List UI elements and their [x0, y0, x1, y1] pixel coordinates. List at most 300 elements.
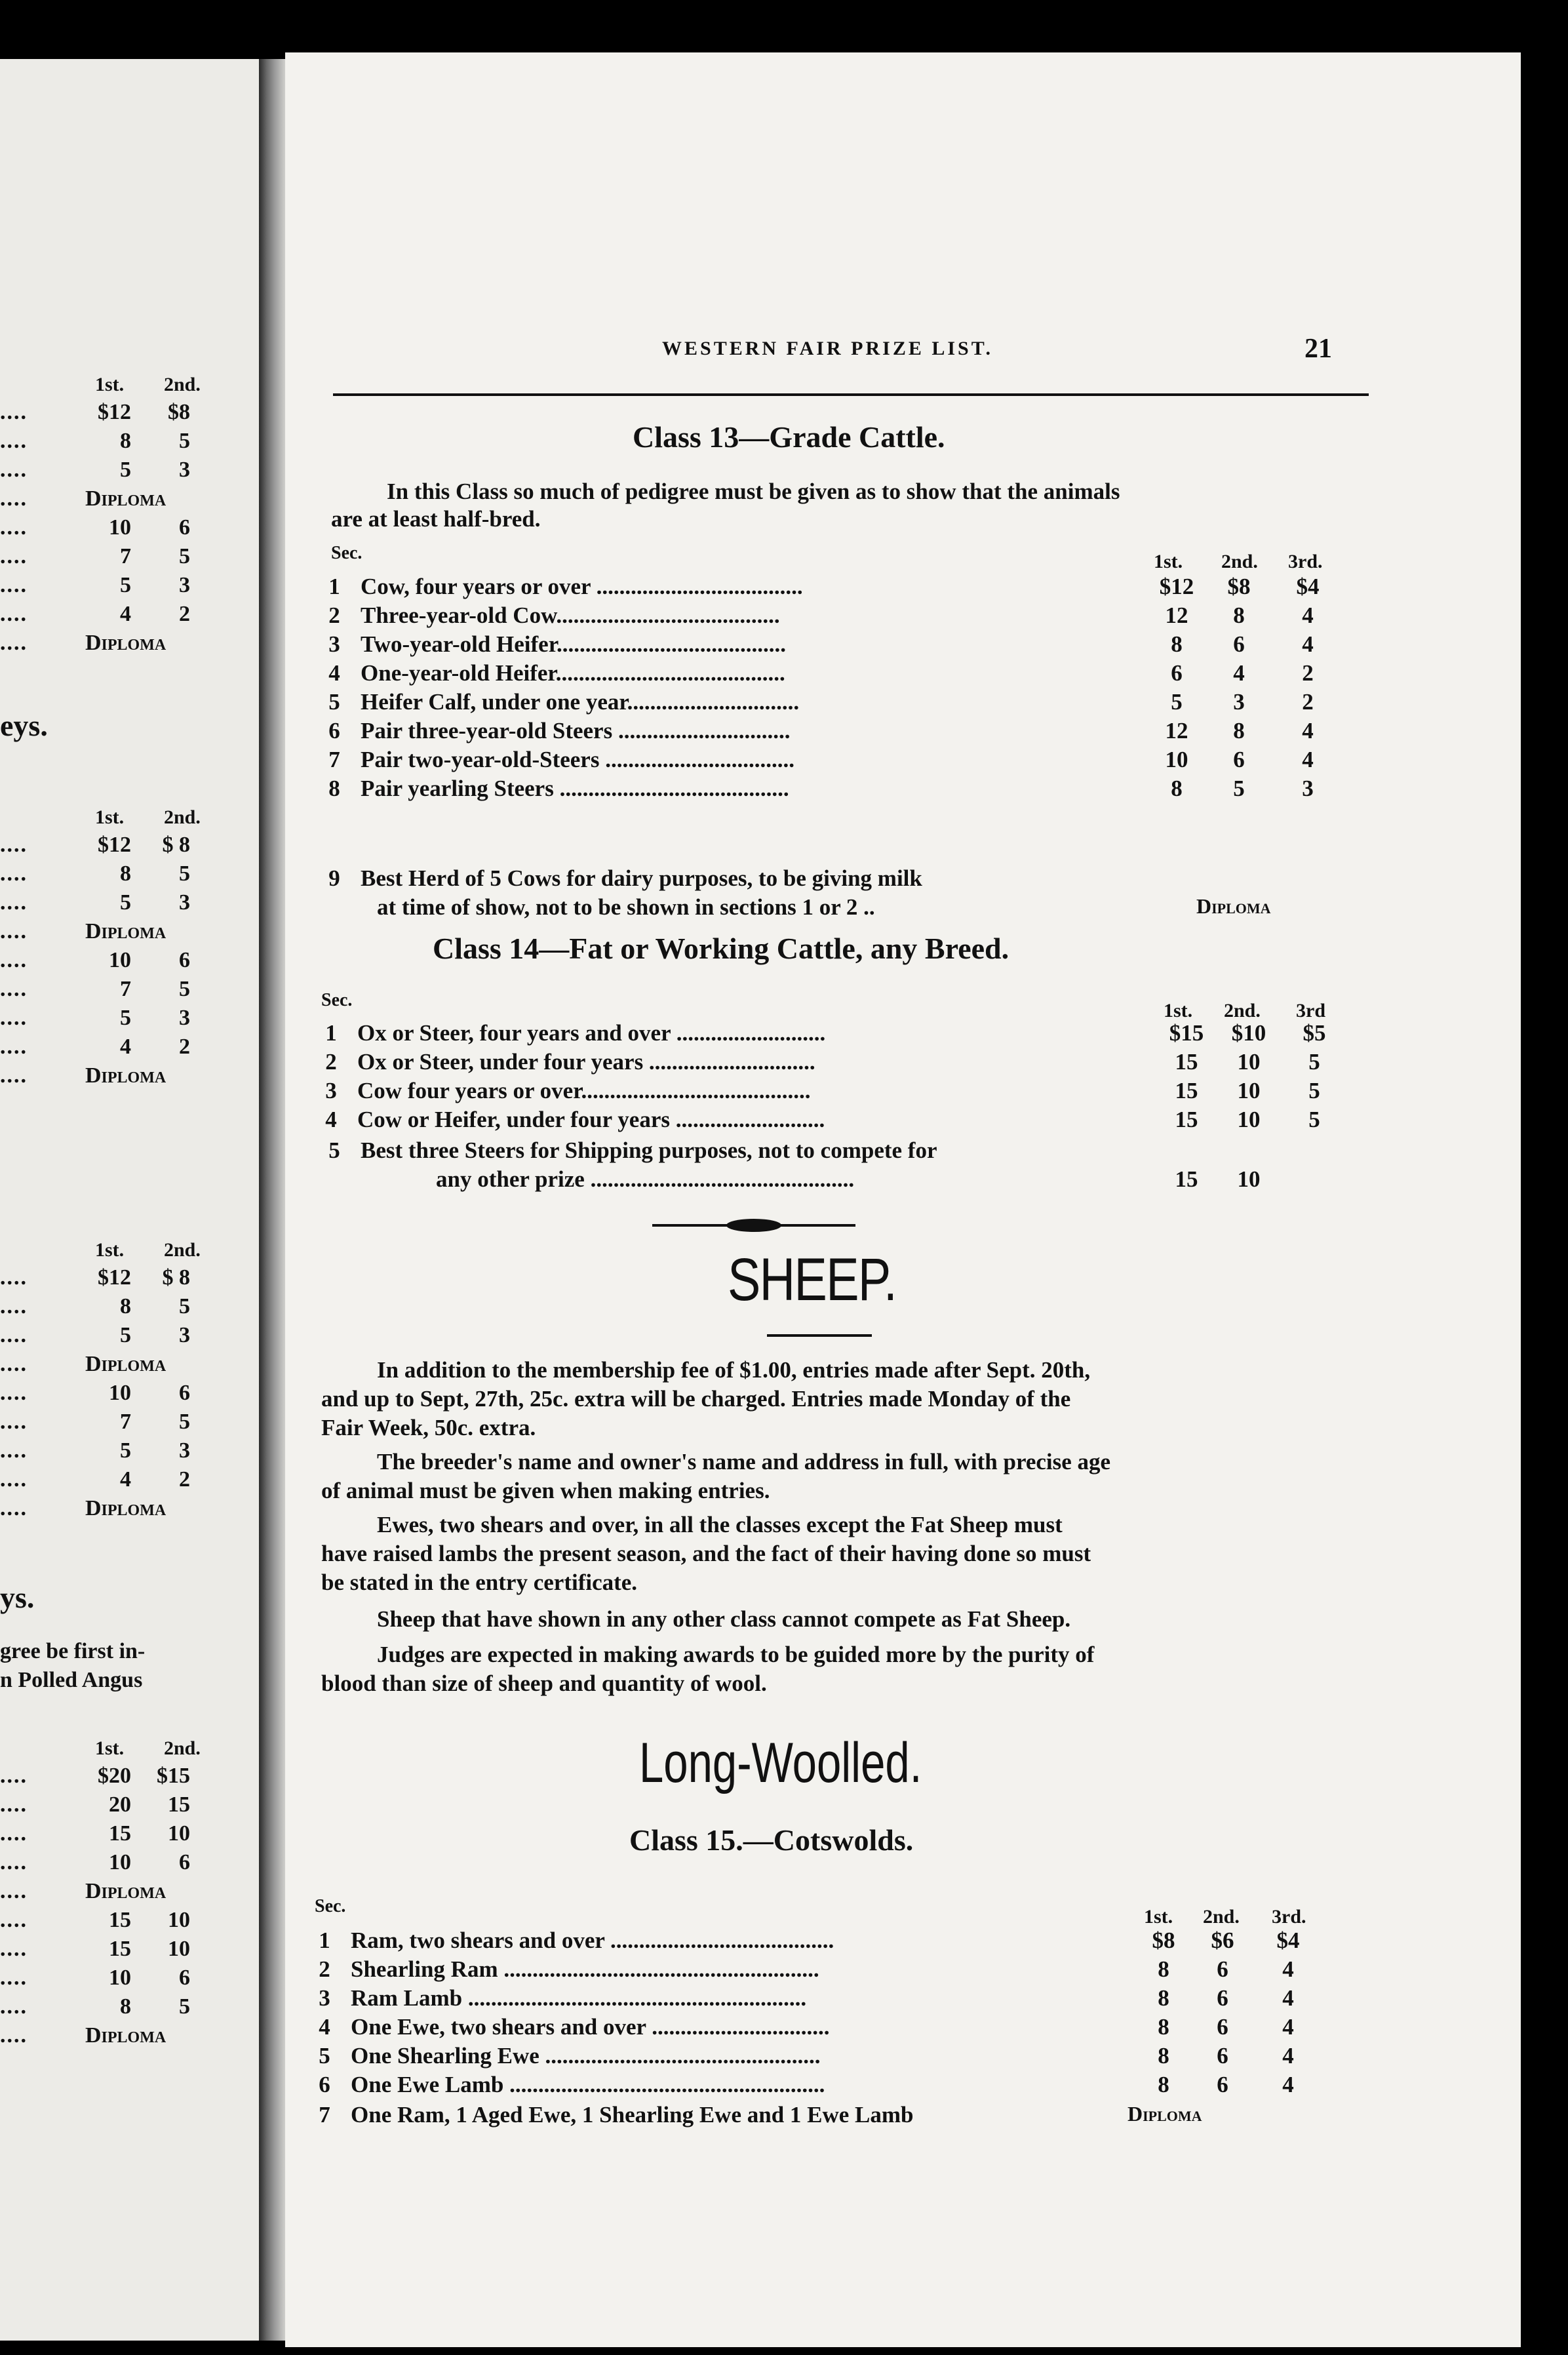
left-row-leader: .... — [0, 631, 28, 655]
class15-row-prize-2: 6 — [1217, 2072, 1228, 2097]
class15-row-number: 6 — [319, 2072, 330, 2097]
class13-row9-line1: Best Herd of 5 Cows for dairy purposes, to be giving milk — [361, 865, 922, 891]
class15-row-prize-3: 4 — [1282, 2014, 1294, 2040]
class13-row-prize-2: 5 — [1233, 776, 1245, 801]
left-block2-row — [0, 948, 229, 977]
class13-row-prize-2: 8 — [1233, 718, 1245, 743]
class13-row-text: Three-year-old Cow....................................... — [361, 603, 780, 628]
left-block4-row — [0, 2023, 229, 2052]
left-row-1st: 7 — [120, 1410, 131, 1434]
left-block1-col-1st: 1st. — [95, 374, 125, 395]
class13-row-prize-1: $12 — [1159, 574, 1194, 599]
class14-title: Class 14—Fat or Working Cattle, any Breed. — [433, 932, 1009, 965]
left-block4-col-2nd: 2nd. — [164, 1737, 201, 1759]
class14-row — [321, 1049, 1363, 1078]
class15-col-2nd: 2nd. — [1203, 1906, 1240, 1928]
class14-row-text: Cow four years or over........................................ — [357, 1078, 811, 1103]
running-header: WESTERN FAIR PRIZE LIST. — [662, 338, 993, 359]
left-block3-row — [0, 1352, 229, 1381]
left-row-2nd: 5 — [179, 1994, 190, 2019]
class13-row-prize-1: 12 — [1165, 718, 1188, 743]
left-block4-row — [0, 1792, 229, 1821]
left-row-2nd: 6 — [179, 948, 190, 972]
class15-row-prize-2: 6 — [1217, 1956, 1228, 1982]
class13-row-prize-2: 8 — [1233, 603, 1245, 628]
left-row-2nd: 6 — [179, 515, 190, 540]
class15-row7-number: 7 — [319, 2102, 330, 2127]
left-row-2nd: 6 — [179, 1966, 190, 1990]
left-row-leader: .... — [0, 861, 28, 886]
left-block1-row — [0, 544, 229, 573]
left-row-2nd: $8 — [168, 400, 190, 424]
class13-row-prize-2: 3 — [1233, 689, 1245, 715]
class15-row-number: 2 — [319, 1956, 330, 1982]
left-row-leader: .... — [0, 573, 28, 597]
left-row-1st: 15 — [109, 1821, 131, 1846]
left-block3-row — [0, 1323, 229, 1352]
left-row-leader: .... — [0, 1908, 28, 1932]
left-row-1st: $12 — [98, 400, 131, 424]
class15-row — [315, 2014, 1357, 2043]
class15-row-prize-2: $6 — [1211, 1928, 1234, 1953]
left-row-2nd: 10 — [168, 1937, 190, 1961]
class15-row-number: 5 — [319, 2043, 330, 2068]
left-row-leader: .... — [0, 1438, 28, 1463]
class14-sec-label: Sec. — [321, 990, 353, 1010]
left-row-leader: .... — [0, 1410, 28, 1434]
class15-row-prize-1: $8 — [1152, 1928, 1175, 1953]
left-row-1st: $20 — [98, 1764, 131, 1788]
left-row-2nd: $ 8 — [162, 833, 190, 857]
left-row-2nd: 3 — [179, 1006, 190, 1030]
left-row-1st: 8 — [120, 1294, 131, 1318]
class13-row-prize-3: 4 — [1302, 718, 1314, 743]
class15-col-3rd: 3rd. — [1272, 1906, 1306, 1928]
left-row-1st: 10 — [109, 948, 131, 972]
left-row-2nd: 5 — [179, 429, 190, 453]
left-row-1st: 5 — [120, 458, 131, 482]
left-row-2nd: $ 8 — [162, 1265, 190, 1290]
class15-row-prize-1: 8 — [1158, 2014, 1169, 2040]
left-row-leader: .... — [0, 977, 28, 1001]
class14-col-3rd: 3rd — [1296, 1000, 1325, 1021]
class13-row-prize-3: 4 — [1302, 747, 1314, 772]
class13-row-prize-1: 8 — [1171, 776, 1183, 801]
class13-col-3rd: 3rd. — [1288, 551, 1323, 572]
class14-row-prize-1: $15 — [1169, 1020, 1204, 1046]
class13-row9-line2: at time of show, not to be shown in sections 1 or 2 .. — [377, 894, 875, 920]
left-row-leader: .... — [0, 1937, 28, 1961]
left-row-2nd: 10 — [168, 1908, 190, 1932]
class14-row-prize-2: 10 — [1237, 1049, 1261, 1075]
sheep-p3-line2: have raised lambs the present season, and the fact of their having done so must — [321, 1541, 1091, 1566]
class13-row — [324, 718, 1367, 747]
class13-title: Class 13—Grade Cattle. — [633, 420, 945, 454]
class15-row-text: Ram Lamb ........................................................... — [351, 1985, 807, 2011]
class13-row-prize-1: 12 — [1165, 603, 1188, 628]
left-row-2nd: 5 — [179, 544, 190, 568]
left-block1-row — [0, 458, 229, 486]
left-row-diploma: Diploma — [85, 1496, 167, 1520]
class15-row-prize-2: 6 — [1217, 2014, 1228, 2040]
left-block1-row — [0, 631, 229, 660]
left-row-leader: .... — [0, 890, 28, 915]
left-row-1st: 10 — [109, 1966, 131, 1990]
left-row-1st: 5 — [120, 1006, 131, 1030]
left-row-diploma: Diploma — [85, 1879, 167, 1903]
left-block2-col-2nd: 2nd. — [164, 806, 201, 828]
class14-row-prize-3: 5 — [1308, 1107, 1320, 1132]
left-row-diploma: Diploma — [85, 1063, 167, 1088]
left-title-4: ys. — [0, 1581, 35, 1614]
class14-row-prize-3: 5 — [1308, 1078, 1320, 1103]
sheep-p1-line3: Fair Week, 50c. extra. — [321, 1415, 536, 1440]
class14-row-prize-1: 15 — [1175, 1107, 1198, 1132]
class13-row-number: 4 — [328, 660, 340, 686]
class13-intro-line1: In this Class so much of pedigree must be given as to show that the animals — [387, 479, 1120, 504]
class15-row-number: 1 — [319, 1928, 330, 1953]
left-row-leader: .... — [0, 1381, 28, 1405]
class13-row-prize-2: 6 — [1233, 631, 1245, 657]
class13-row-number: 7 — [328, 747, 340, 772]
left-row-1st: 10 — [109, 1850, 131, 1874]
class13-intro-line2: are at least half-bred. — [331, 506, 541, 532]
left-block3-row — [0, 1410, 229, 1438]
left-block2-row — [0, 1035, 229, 1063]
left-row-2nd: 15 — [168, 1792, 190, 1817]
left-row-2nd: 6 — [179, 1381, 190, 1405]
left-row-1st: 7 — [120, 977, 131, 1001]
left-block1-row — [0, 515, 229, 544]
class15-row-prize-3: 4 — [1282, 1985, 1294, 2011]
left-row-2nd: 2 — [179, 1467, 190, 1492]
left-row-leader: .... — [0, 919, 28, 943]
long-woolled-title: Long-Woolled. — [639, 1732, 922, 1794]
class13-row-text: Heifer Calf, under one year.............................. — [361, 689, 800, 715]
class13-row-prize-1: 5 — [1171, 689, 1183, 715]
left-row-leader: .... — [0, 1294, 28, 1318]
left-row-leader: .... — [0, 544, 28, 568]
class13-sec-label: Sec. — [331, 543, 363, 563]
class15-row-prize-3: 4 — [1282, 2043, 1294, 2068]
class15-row-prize-1: 8 — [1158, 2043, 1169, 2068]
left-block4-row — [0, 1994, 229, 2023]
class14-row-text: Cow or Heifer, under four years .......................... — [357, 1107, 825, 1132]
left-block4-row — [0, 1937, 229, 1966]
class14-row5-number: 5 — [328, 1138, 340, 1163]
right-page — [285, 52, 1521, 2347]
left-note-line2: n Polled Angus — [0, 1668, 143, 1692]
page-number: 21 — [1304, 334, 1332, 364]
class14-row-number: 4 — [325, 1107, 337, 1132]
left-block4-row — [0, 1908, 229, 1937]
class13-row-prize-3: 2 — [1302, 660, 1314, 686]
class15-row-prize-3: 4 — [1282, 1956, 1294, 1982]
left-row-leader: .... — [0, 833, 28, 857]
book-gutter — [259, 59, 285, 2341]
sheep-p1-line2: and up to Sept, 27th, 25c. extra will be charged. Entries made Monday of the — [321, 1386, 1071, 1412]
left-row-leader: .... — [0, 1063, 28, 1088]
class14-row5-2nd: 10 — [1237, 1166, 1261, 1192]
left-row-2nd: 3 — [179, 573, 190, 597]
left-block2-row — [0, 1006, 229, 1035]
class14-row5-1st: 15 — [1175, 1166, 1198, 1192]
left-row-2nd: 10 — [168, 1821, 190, 1846]
left-row-1st: 4 — [120, 602, 131, 626]
left-row-1st: 20 — [109, 1792, 131, 1817]
left-row-leader: .... — [0, 1467, 28, 1492]
class15-row-text: One Ewe Lamb ....................................................... — [351, 2072, 825, 2097]
sheep-title: SHEEP. — [728, 1246, 897, 1313]
sheep-p2-line1: The breeder's name and owner's name and address in full, with precise age — [377, 1449, 1111, 1474]
left-block4-row — [0, 1821, 229, 1850]
sheep-p1-line1: In addition to the membership fee of $1.00, entries made after Sept. 20th, — [377, 1357, 1091, 1383]
class13-row-number: 1 — [328, 574, 340, 599]
class13-row-text: One-year-old Heifer........................................ — [361, 660, 785, 686]
class15-row-prize-1: 8 — [1158, 2072, 1169, 2097]
class15-row-text: One Ewe, two shears and over ............................... — [351, 2014, 830, 2040]
left-block3-row — [0, 1381, 229, 1410]
class13-row-number: 3 — [328, 631, 340, 657]
left-row-leader: .... — [0, 1352, 28, 1376]
left-block2-row — [0, 890, 229, 919]
left-row-1st: $12 — [98, 1265, 131, 1290]
left-block2-row — [0, 1063, 229, 1092]
class14-row — [321, 1078, 1363, 1107]
left-note-line1: gree be first in- — [0, 1639, 146, 1663]
left-row-diploma: Diploma — [85, 1352, 167, 1376]
left-block3-row — [0, 1438, 229, 1467]
left-block2-row — [0, 919, 229, 948]
left-row-2nd: 5 — [179, 1294, 190, 1318]
class15-row-prize-2: 6 — [1217, 2043, 1228, 2068]
class15-row-prize-2: 6 — [1217, 1985, 1228, 2011]
class15-col-1st: 1st. — [1144, 1906, 1173, 1928]
class13-col-1st: 1st. — [1154, 551, 1183, 572]
class13-row — [324, 776, 1367, 804]
sheep-p3-line3: be stated in the entry certificate. — [321, 1570, 638, 1595]
class13-row-prize-1: 6 — [1171, 660, 1183, 686]
class13-row-number: 6 — [328, 718, 340, 743]
class14-col-1st: 1st. — [1164, 1000, 1193, 1021]
class14-row5-line2: any other prize .............................................. — [436, 1166, 855, 1192]
class14-row-number: 3 — [325, 1078, 337, 1103]
left-row-diploma: Diploma — [85, 919, 167, 943]
left-row-2nd: 3 — [179, 1438, 190, 1463]
left-row-leader: .... — [0, 458, 28, 482]
sheep-p5-line1: Judges are expected in making awards to be guided more by the purity of — [377, 1642, 1095, 1667]
left-row-1st: 5 — [120, 1323, 131, 1347]
class15-row7-prize: Diploma — [1127, 2102, 1202, 2126]
class15-row-prize-3: 4 — [1282, 2072, 1294, 2097]
left-block1-row — [0, 486, 229, 515]
class13-row-prize-1: 10 — [1165, 747, 1188, 772]
class15-row — [315, 1928, 1357, 1956]
left-row-leader: .... — [0, 429, 28, 453]
sheep-p3-line1: Ewes, two shears and over, in all the classes except the Fat Sheep must — [377, 1512, 1063, 1537]
class15-row-prize-1: 8 — [1158, 1985, 1169, 2011]
class13-row-text: Pair three-year-old Steers .............................. — [361, 718, 791, 743]
class14-row-prize-1: 15 — [1175, 1078, 1198, 1103]
left-row-1st: 5 — [120, 573, 131, 597]
class14-row-number: 1 — [325, 1020, 337, 1046]
left-block3-col-2nd: 2nd. — [164, 1239, 201, 1261]
left-block3-row — [0, 1496, 229, 1525]
class14-row-prize-2: $10 — [1231, 1020, 1266, 1046]
class13-row-prize-3: 4 — [1302, 631, 1314, 657]
class13-col-2nd: 2nd. — [1221, 551, 1258, 572]
left-page-fragment — [0, 59, 259, 2341]
class13-row-text: Pair yearling Steers ........................................ — [361, 776, 789, 801]
left-block1-row — [0, 602, 229, 631]
left-row-2nd: 2 — [179, 602, 190, 626]
class15-row-text: Ram, two shears and over ....................................... — [351, 1928, 834, 1953]
left-row-2nd: 2 — [179, 1035, 190, 1059]
class14-row-number: 2 — [325, 1049, 337, 1075]
left-row-1st: 5 — [120, 1438, 131, 1463]
class13-row-9 — [324, 865, 1367, 894]
left-row-2nd: 6 — [179, 1850, 190, 1874]
left-block4-row — [0, 1966, 229, 1994]
left-row-leader: .... — [0, 1821, 28, 1846]
class14-row-prize-3: $5 — [1303, 1020, 1326, 1046]
class13-row — [324, 603, 1367, 631]
class14-row — [321, 1107, 1363, 1136]
left-row-1st: 8 — [120, 861, 131, 886]
class13-row-prize-3: 2 — [1302, 689, 1314, 715]
class14-col-2nd: 2nd. — [1224, 1000, 1261, 1021]
left-block1-row — [0, 573, 229, 602]
left-title-2: eys. — [0, 709, 48, 742]
class14-row-5 — [324, 1138, 1367, 1166]
left-row-leader: .... — [0, 486, 28, 511]
left-row-leader: .... — [0, 1966, 28, 1990]
left-row-diploma: Diploma — [85, 631, 167, 655]
left-row-1st: 8 — [120, 429, 131, 453]
left-row-2nd: 3 — [179, 1323, 190, 1347]
class15-sec-label: Sec. — [315, 1896, 346, 1916]
left-block1-row — [0, 429, 229, 458]
left-row-1st: 10 — [109, 515, 131, 540]
class13-row-number: 2 — [328, 603, 340, 628]
left-row-1st: 8 — [120, 1994, 131, 2019]
class14-row5-line1: Best three Steers for Shipping purposes, not to compete for — [361, 1138, 937, 1163]
left-block1-col-2nd: 2nd. — [164, 374, 201, 395]
left-row-2nd: 3 — [179, 458, 190, 482]
left-row-leader: .... — [0, 1792, 28, 1817]
left-row-leader: .... — [0, 602, 28, 626]
class15-row-text: Shearling Ram ....................................................... — [351, 1956, 819, 1982]
class13-row9-number: 9 — [328, 865, 340, 891]
class13-row-text: Cow, four years or over .................................... — [361, 574, 803, 599]
class14-row-prize-3: 5 — [1308, 1049, 1320, 1075]
left-row-2nd: $15 — [157, 1764, 190, 1788]
class15-row — [315, 1985, 1357, 2014]
left-row-leader: .... — [0, 1496, 28, 1520]
left-block2-row — [0, 861, 229, 890]
left-row-1st: 4 — [120, 1467, 131, 1492]
class13-row-text: Two-year-old Heifer........................................ — [361, 631, 787, 657]
left-row-leader: .... — [0, 515, 28, 540]
class13-row-prize-2: 6 — [1233, 747, 1245, 772]
class13-row-number: 8 — [328, 776, 340, 801]
class15-title: Class 15.—Cotswolds. — [629, 1823, 914, 1857]
left-row-1st: $12 — [98, 833, 131, 857]
left-row-diploma: Diploma — [85, 2023, 167, 2048]
class14-row — [321, 1020, 1363, 1049]
left-row-2nd: 5 — [179, 977, 190, 1001]
left-row-leader: .... — [0, 948, 28, 972]
sheep-p4-line1: Sheep that have shown in any other class cannot compete as Fat Sheep. — [377, 1606, 1071, 1632]
left-row-leader: .... — [0, 1035, 28, 1059]
left-row-1st: 4 — [120, 1035, 131, 1059]
class15-row — [315, 2072, 1357, 2101]
class15-row-prize-3: $4 — [1276, 1928, 1300, 1953]
left-block4-row — [0, 1879, 229, 1908]
left-block2-col-1st: 1st. — [95, 806, 125, 828]
class15-row-number: 4 — [319, 2014, 330, 2040]
class13-row-text: Pair two-year-old-Steers ................................. — [361, 747, 794, 772]
class13-row — [324, 631, 1367, 660]
sheep-p5-line2: blood than size of sheep and quantity of wool. — [321, 1671, 767, 1696]
left-row-1st: 7 — [120, 544, 131, 568]
left-block3-row — [0, 1467, 229, 1496]
left-block4-row — [0, 1850, 229, 1879]
left-row-2nd: 3 — [179, 890, 190, 915]
left-row-leader: .... — [0, 1879, 28, 1903]
left-row-leader: .... — [0, 1850, 28, 1874]
left-row-leader: .... — [0, 1265, 28, 1290]
class13-row-number: 5 — [328, 689, 340, 715]
left-row-leader: .... — [0, 1994, 28, 2019]
class13-row — [324, 574, 1367, 603]
class14-row-text: Ox or Steer, under four years ............................. — [357, 1049, 815, 1075]
left-row-leader: .... — [0, 2023, 28, 2048]
left-block4-col-1st: 1st. — [95, 1737, 125, 1759]
left-row-2nd: 5 — [179, 1410, 190, 1434]
class14-row-prize-2: 10 — [1237, 1078, 1261, 1103]
left-block3-row — [0, 1294, 229, 1323]
ornament-diamond-icon — [724, 1217, 783, 1234]
class13-row-prize-3: 4 — [1302, 603, 1314, 628]
left-block3-col-1st: 1st. — [95, 1239, 125, 1261]
class15-row-number: 3 — [319, 1985, 330, 2011]
left-row-1st: 15 — [109, 1937, 131, 1961]
left-row-leader: .... — [0, 1764, 28, 1788]
left-row-1st: 5 — [120, 890, 131, 915]
left-row-diploma: Diploma — [85, 486, 167, 511]
class15-row — [315, 2043, 1357, 2072]
class15-row — [315, 1956, 1357, 1985]
class13-row-prize-1: 8 — [1171, 631, 1183, 657]
sheep-p2-line2: of animal must be given when making entries. — [321, 1478, 770, 1503]
class14-row-text: Ox or Steer, four years and over .......................... — [357, 1020, 826, 1046]
class13-row-prize-2: $8 — [1227, 574, 1251, 599]
class14-row-prize-1: 15 — [1175, 1049, 1198, 1075]
left-row-leader: .... — [0, 400, 28, 424]
left-row-2nd: 5 — [179, 861, 190, 886]
class13-row — [324, 660, 1367, 689]
left-row-leader: .... — [0, 1006, 28, 1030]
sheep-title-underline — [767, 1334, 872, 1337]
class13-row-prize-3: $4 — [1296, 574, 1320, 599]
class14-row-prize-2: 10 — [1237, 1107, 1261, 1132]
class13-row-prize-3: 3 — [1302, 776, 1314, 801]
class13-row — [324, 689, 1367, 718]
left-row-leader: .... — [0, 1323, 28, 1347]
left-block4-row — [0, 1764, 229, 1792]
class13-row-prize-2: 4 — [1233, 660, 1245, 686]
